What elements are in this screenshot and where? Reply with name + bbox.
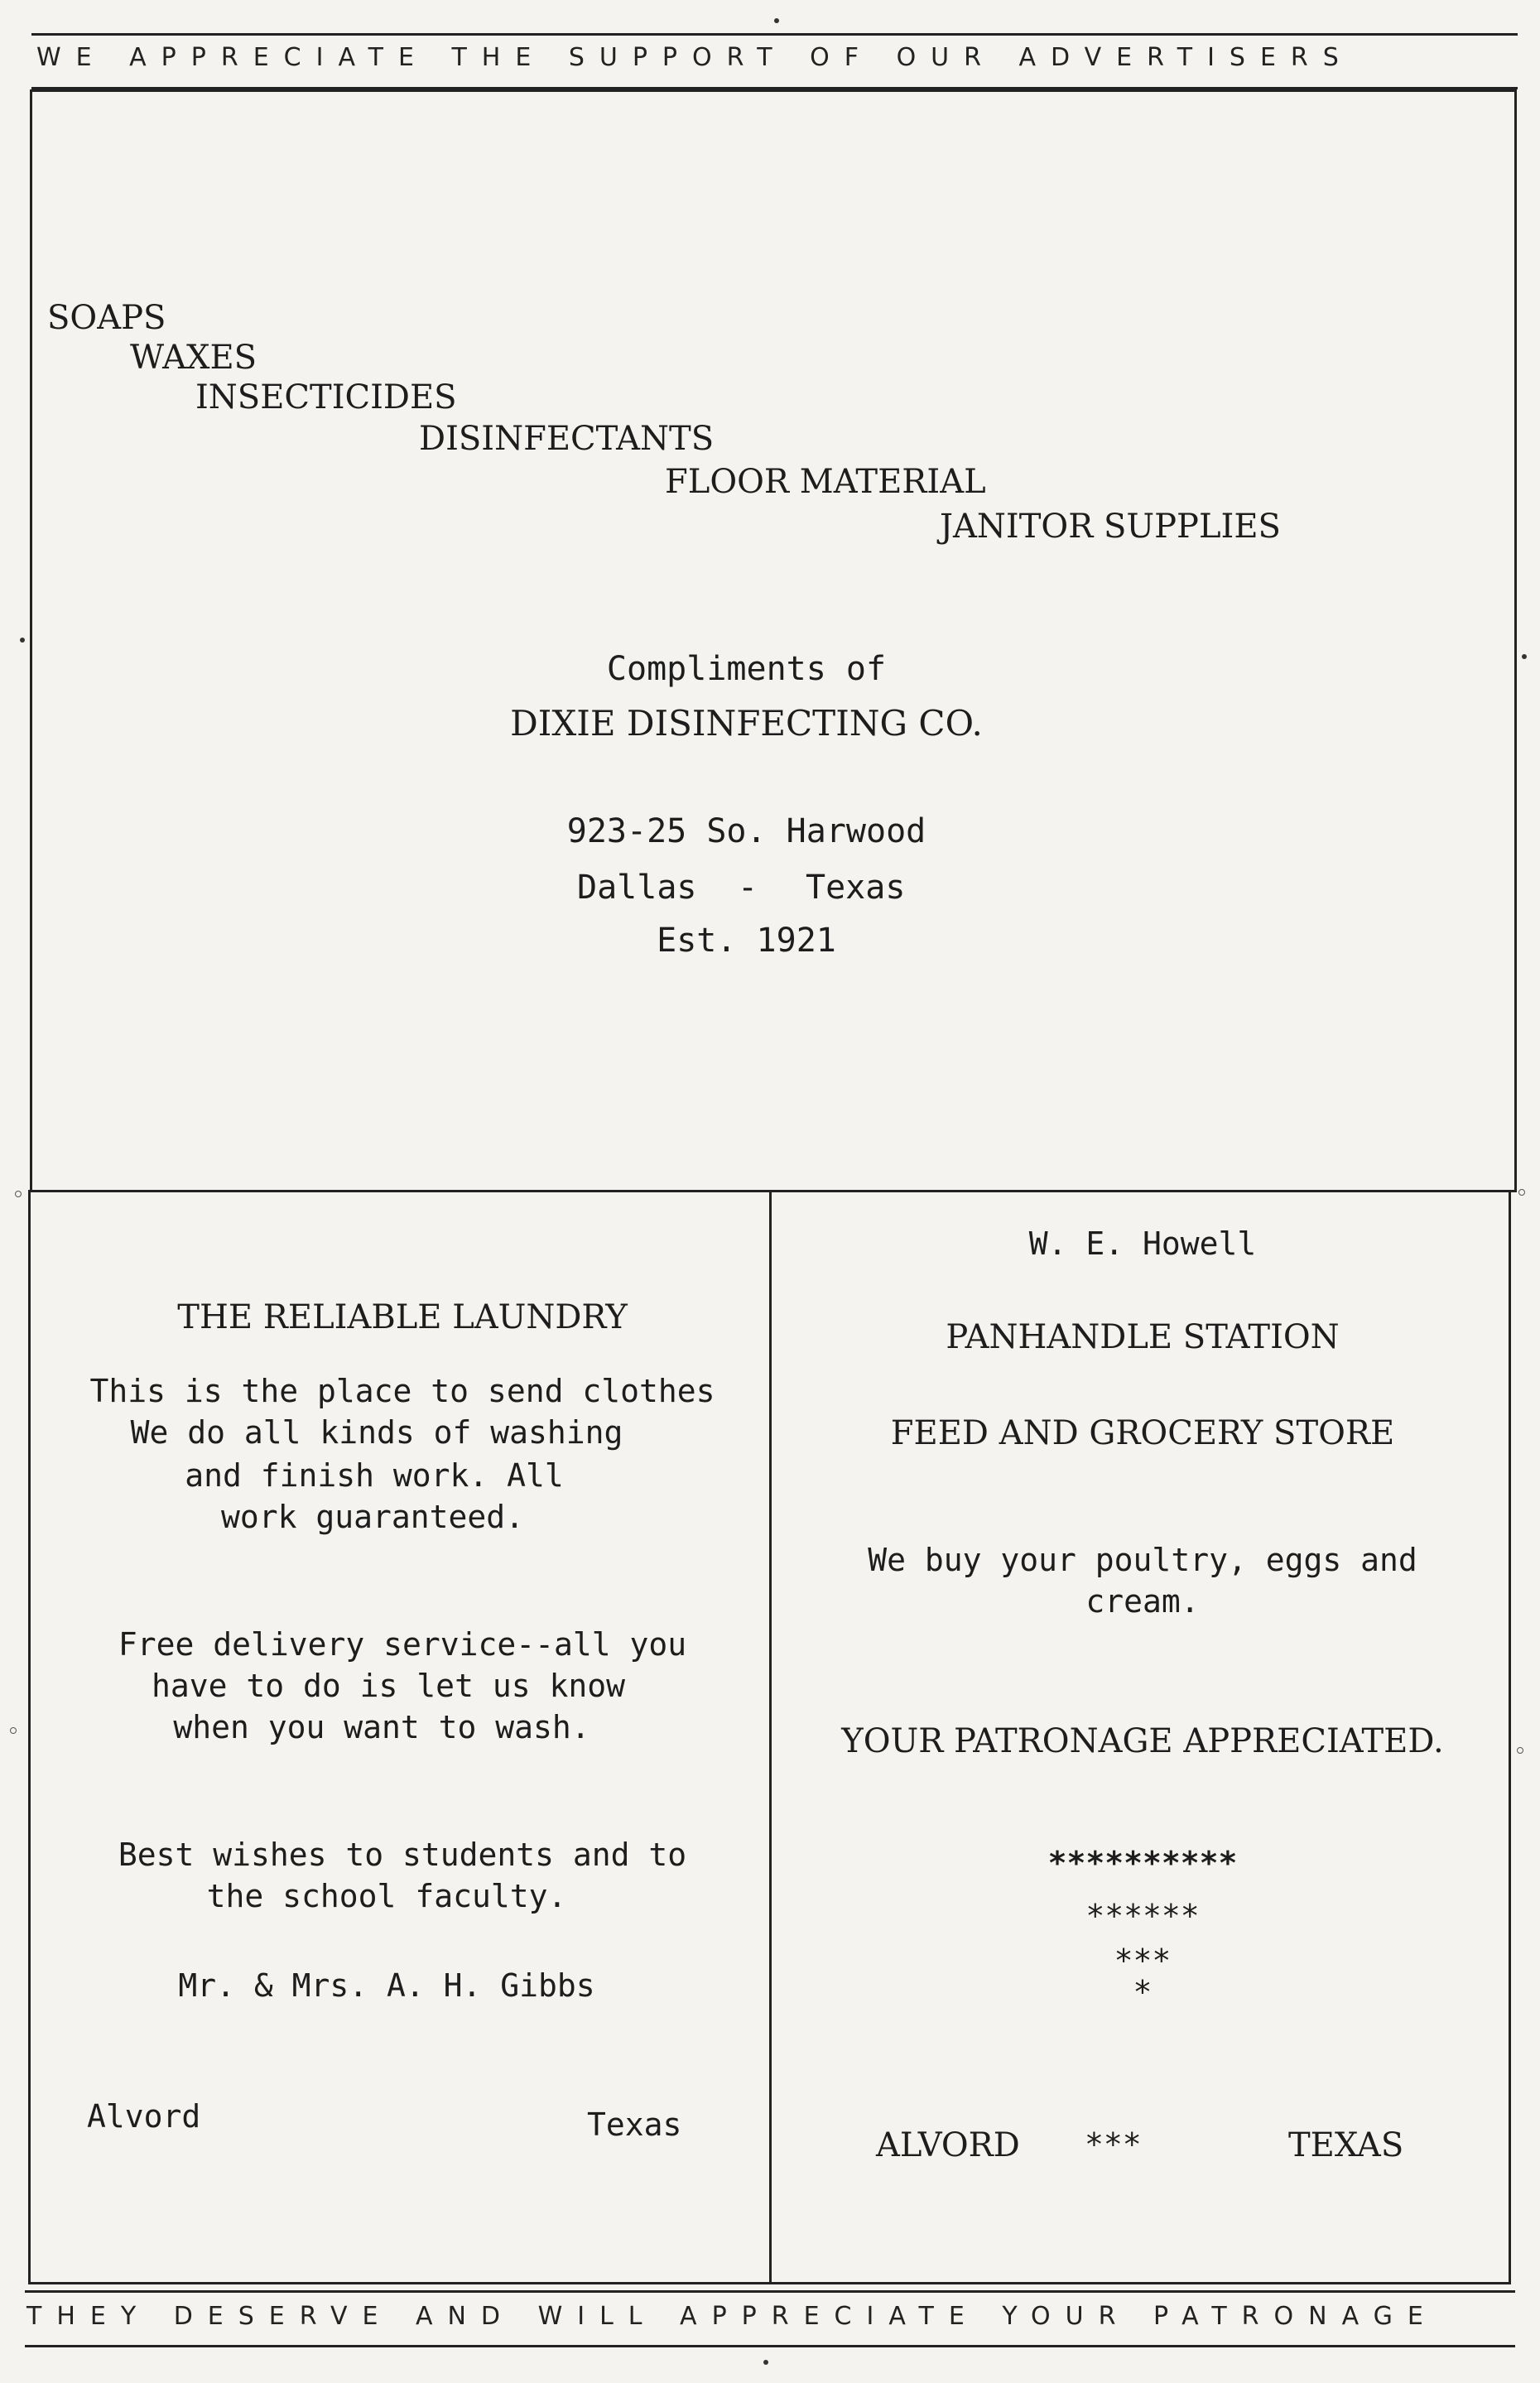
laundry-line: have to do is let us know	[152, 1668, 625, 1704]
laundry-line: the school faculty.	[206, 1878, 567, 1914]
product-insecticides: INSECTICIDES	[195, 378, 457, 416]
laundry-line: work guaranteed.	[220, 1499, 525, 1535]
scan-mark	[1517, 1747, 1523, 1754]
panhandle-patronage: YOUR PATRONAGE APPRECIATED.	[841, 1722, 1444, 1760]
laundry-line: We do all kinds of washing	[130, 1414, 623, 1451]
laundry-title: THE RELIABLE LAUNDRY	[177, 1298, 628, 1336]
company-name: DIXIE DISINFECTING CO.	[510, 703, 983, 744]
panhandle-name: PANHANDLE STATION	[946, 1318, 1340, 1356]
panhandle-owner: W. E. Howell	[1028, 1225, 1257, 1262]
panhandle-ad-box	[769, 1190, 1511, 2284]
product-disinfectants: DISINFECTANTS	[419, 420, 715, 458]
company-established: Est. 1921	[657, 922, 836, 960]
product-soaps: SOAPS	[47, 299, 166, 337]
scan-mark	[1518, 1189, 1525, 1196]
top-rule-upper	[31, 33, 1518, 36]
scan-mark	[10, 1727, 17, 1734]
bottom-rule-upper	[25, 2290, 1515, 2293]
scan-mark	[15, 1191, 22, 1197]
laundry-line: This is the place to send clothes	[89, 1373, 715, 1409]
star-row: ******	[1085, 1898, 1200, 1934]
scan-mark	[1522, 654, 1527, 659]
star-row: *	[1133, 1974, 1153, 2010]
bottom-rule-lower	[25, 2345, 1515, 2347]
star-row: **********	[1047, 1845, 1238, 1881]
panhandle-city: ALVORD	[876, 2126, 1020, 2164]
company-address: 923-25 So. Harwood	[566, 812, 926, 850]
compliments-of: Compliments of	[606, 650, 887, 688]
laundry-ad-box	[28, 1190, 772, 2284]
company-state: Texas	[806, 869, 906, 907]
scan-mark	[20, 638, 25, 643]
scan-mark	[774, 18, 779, 23]
star-row: ***	[1114, 1943, 1172, 1979]
product-floor-material: FLOOR MATERIAL	[665, 463, 986, 501]
laundry-owners: Mr. & Mrs. A. H. Gibbs	[178, 1967, 595, 2004]
product-waxes: WAXES	[130, 339, 257, 377]
top-banner: WE APPRECIATE THE SUPPORT OF OUR ADVERTISERS	[36, 43, 1354, 72]
dixie-ad-box	[30, 89, 1517, 1192]
product-janitor-supplies: JANITOR SUPPLIES	[940, 508, 1281, 546]
panhandle-offer-line: We buy your poultry, eggs and	[868, 1542, 1417, 1578]
laundry-city: Alvord	[87, 2098, 201, 2135]
laundry-line: and finish work. All	[185, 1457, 564, 1494]
panhandle-state: TEXAS	[1288, 2126, 1404, 2164]
panhandle-separator: ***	[1085, 2126, 1142, 2163]
company-city: Dallas	[577, 869, 697, 907]
laundry-line: Best wishes to students and to	[118, 1837, 687, 1873]
laundry-line: when you want to wash.	[173, 1709, 590, 1745]
laundry-state: Texas	[587, 2106, 682, 2143]
bottom-banner: THEY DESERVE AND WILL APPRECIATE YOUR PATRONAGE	[26, 2302, 1438, 2331]
laundry-line: Free delivery service--all you	[118, 1626, 687, 1663]
scan-mark	[763, 2360, 768, 2365]
city-state-separator: -	[738, 869, 758, 907]
panhandle-business: FEED AND GROCERY STORE	[890, 1414, 1395, 1452]
panhandle-offer-line: cream.	[1085, 1583, 1200, 1620]
